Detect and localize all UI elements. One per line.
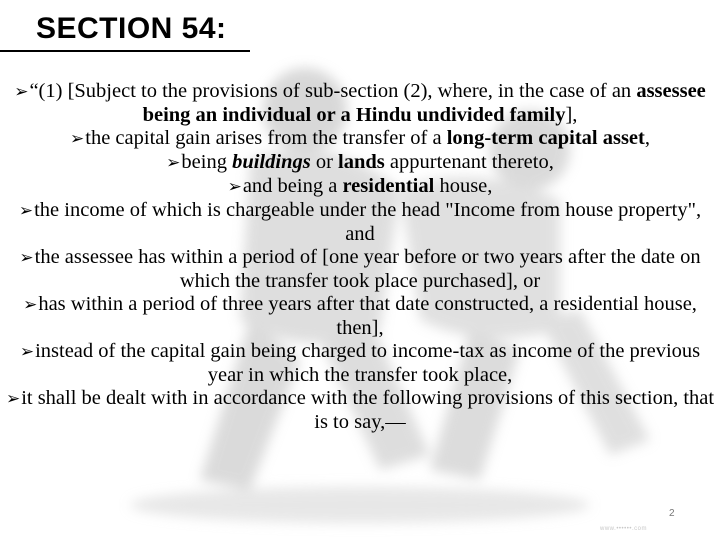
arrow-bullet-icon: ➢	[227, 177, 242, 197]
slide-title: SECTION 54:	[36, 12, 227, 45]
arrow-bullet-icon: ➢	[70, 129, 85, 149]
bullet-paragraph: ➢and being a residential house,	[227, 175, 493, 197]
page-number: 2	[669, 508, 675, 519]
arrow-bullet-icon: ➢	[166, 153, 181, 173]
arrow-bullet-icon: ➢	[18, 201, 34, 221]
bullet-paragraph: ➢has within a period of three years after that date constructed, a residential house, then],	[23, 293, 697, 339]
bullet-paragraph: ➢the income of which is chargeable under the head "Income from house property", and	[18, 199, 702, 245]
arrow-bullet-icon: ➢	[23, 295, 38, 315]
bullet-paragraph: ➢the assessee has within a period of [one year before or two years after the date on which the transfer took place purchased], or	[19, 246, 701, 292]
arrow-bullet-icon: ➢	[14, 82, 29, 102]
arrow-bullet-icon: ➢	[5, 389, 21, 409]
bullet-paragraph: ➢the capital gain arises from the transfer of a long-term capital asset,	[70, 127, 650, 149]
watermark-text: www.••••••.com	[600, 526, 647, 532]
title-underline	[0, 50, 250, 52]
arrow-bullet-icon: ➢	[19, 248, 34, 268]
slide-content	[4, 80, 716, 434]
bullet-paragraph: ➢“(1) [Subject to the provisions of sub-section (2), where, in the case of an assessee being an individual or a Hindu undivided family],	[14, 80, 706, 126]
bullet-paragraph: ➢it shall be dealt with in accordance with the following provisions of this section, that is to say,—	[5, 387, 715, 433]
bullet-paragraph: ➢being buildings or lands appurtenant thereto,	[166, 151, 554, 173]
arrow-bullet-icon: ➢	[19, 342, 35, 362]
bullet-paragraph: ➢instead of the capital gain being charged to income-tax as income of the previous year in which the transfer took place,	[19, 340, 701, 386]
